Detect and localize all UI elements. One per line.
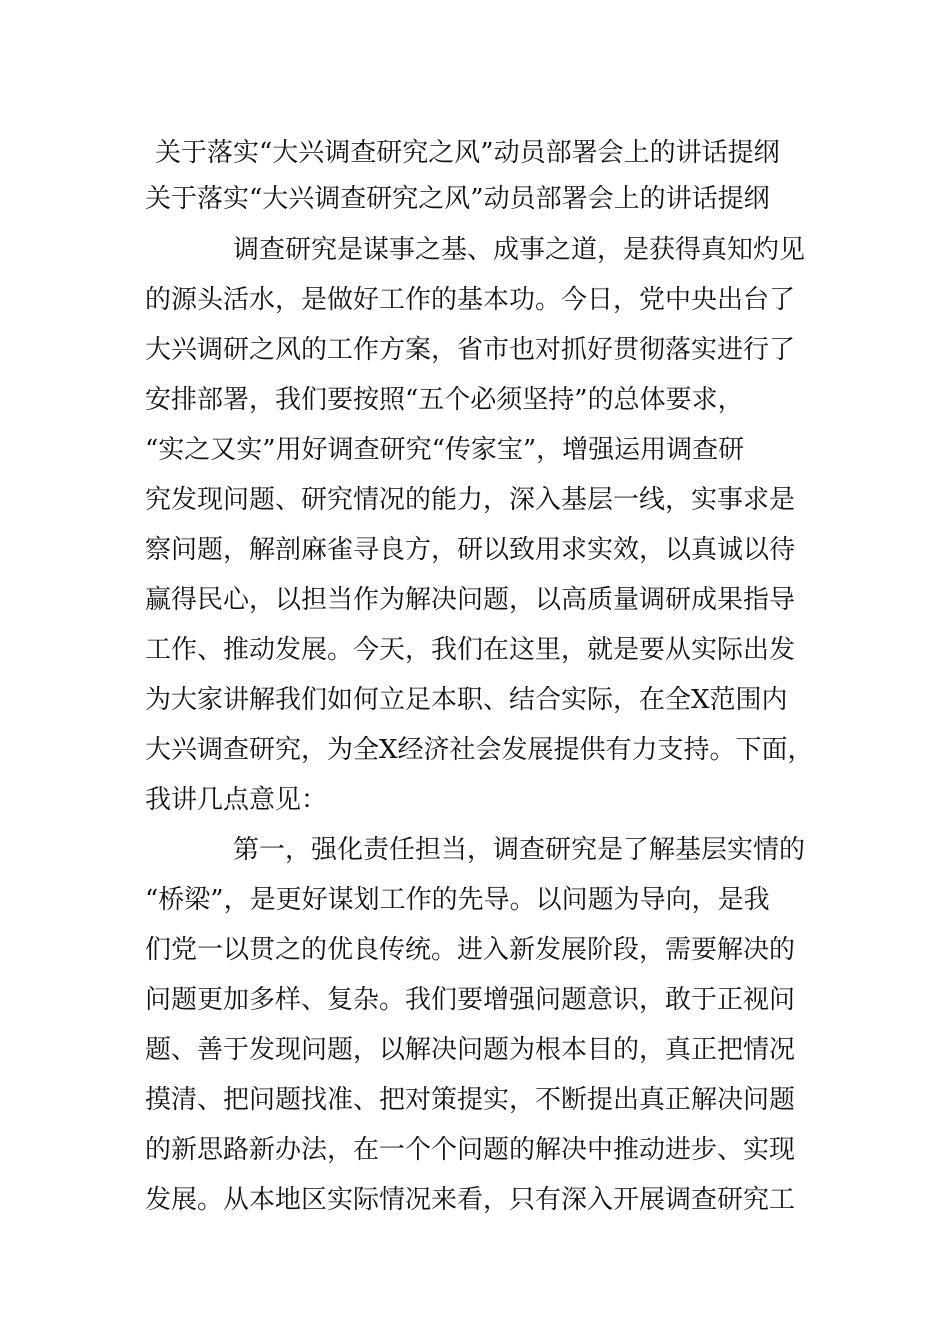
paragraph-1-line: 调查研究是谋事之基、成事之道，是获得真知灼见	[233, 235, 806, 265]
paragraph-1-line: 的源头活水，是做好工作的基本功。今日，党中央出台了	[145, 285, 796, 315]
paragraph-2-line: “桥梁”，是更好谋划工作的先导。以问题为导向，是我	[145, 885, 770, 915]
paragraph-1-line: 察问题，解剖麻雀寻良方，研以致用求实效，以真诚以待	[145, 535, 796, 565]
paragraph-1-line: 我讲几点意见：	[145, 785, 328, 815]
paragraph-1-line: “实之又实”用好调查研究“传家宝”，增强运用调查研	[145, 435, 745, 465]
paragraph-2-line: 题、善于发现问题，以解决问题为根本目的，真正把情况	[145, 1035, 796, 1065]
paragraph-2-line: 摸清、把问题找准、把对策提实，不断提出真正解决问题	[145, 1085, 796, 1115]
paragraph-1-line: 赢得民心，以担当作为解决问题，以高质量调研成果指导	[145, 585, 796, 615]
paragraph-2-line: 发展。从本地区实际情况来看，只有深入开展调查研究工	[145, 1185, 796, 1215]
paragraph-2-line: 们党一以贯之的优良传统。进入新发展阶段，需要解决的	[145, 935, 796, 965]
paragraph-1-line: 为大家讲解我们如何立足本职、结合实际，在全X范围内	[145, 685, 788, 715]
document-title: 关于落实“大兴调查研究之风”动员部署会上的讲话提纲	[155, 138, 780, 168]
paragraph-2-line: 第一，强化责任担当，调查研究是了解基层实情的	[233, 835, 806, 865]
document-title-repeat: 关于落实“大兴调查研究之风”动员部署会上的讲话提纲	[145, 184, 770, 214]
paragraph-1-line: 工作、推动发展。今天，我们在这里，就是要从实际出发	[145, 635, 796, 665]
paragraph-1-line: 大兴调查研究，为全X经济社会发展提供有力支持。下面，	[145, 735, 814, 765]
paragraph-2-line: 的新思路新办法，在一个个问题的解决中推动进步、实现	[145, 1135, 796, 1165]
paragraph-1-line: 安排部署，我们要按照“五个必须坚持”的总体要求，	[145, 385, 744, 415]
paragraph-1-line: 大兴调研之风的工作方案，省市也对抓好贯彻落实进行了	[145, 335, 796, 365]
paragraph-2-line: 问题更加多样、复杂。我们要增强问题意识，敢于正视问	[145, 985, 796, 1015]
paragraph-1-line: 究发现问题、研究情况的能力，深入基层一线，实事求是	[145, 485, 796, 515]
